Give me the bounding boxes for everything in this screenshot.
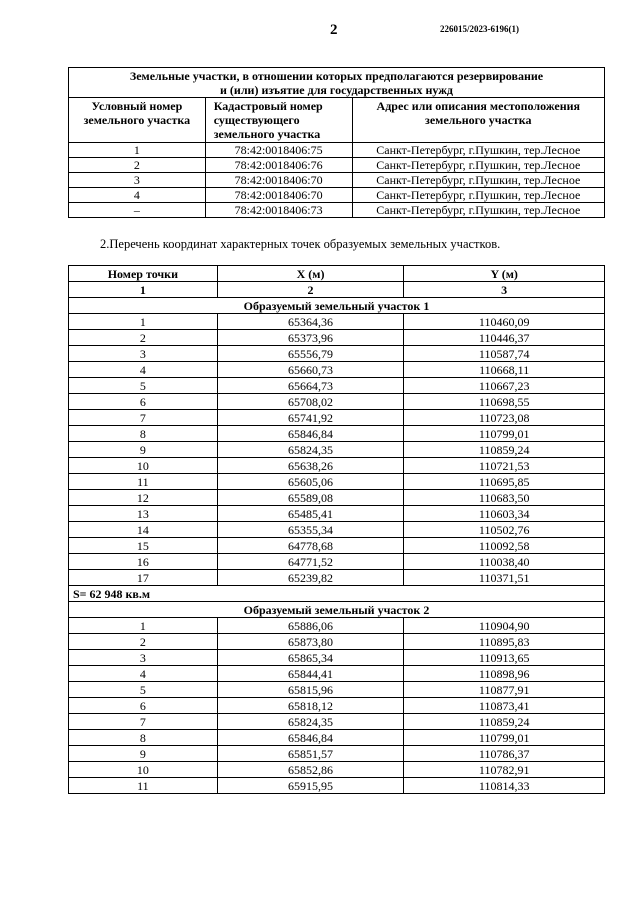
plot1-row: [69, 314, 605, 330]
reserved-plots-table: [68, 67, 605, 218]
table1-row-cell: 78:42:0018406:75: [205, 143, 352, 158]
plot2-row-cell: 11: [69, 778, 218, 794]
document-id: 226015/2023-6196(1): [440, 24, 519, 34]
plot2-row-cell: 5: [69, 682, 218, 698]
plot2-row: [69, 714, 605, 730]
plot2-title: Образуемый земельный участок 2: [69, 602, 605, 618]
table2-col-number: 3: [404, 282, 605, 298]
coordinates-table: [68, 265, 605, 794]
table1-row: [69, 173, 605, 188]
plot1-row-cell: 10: [69, 458, 218, 474]
plot1-row: [69, 554, 605, 570]
plot1-row: [69, 570, 605, 586]
plot1-row: [69, 458, 605, 474]
plot2-row-cell: 110859,24: [404, 714, 605, 730]
plot2-row-cell: 110898,96: [404, 666, 605, 682]
table1-row-cell: 2: [69, 158, 206, 173]
plot1-row: [69, 426, 605, 442]
plot1-row: [69, 362, 605, 378]
plot1-row: [69, 346, 605, 362]
plot2-row: [69, 762, 605, 778]
table2-header-row: [69, 266, 605, 282]
table1-row-cell: Санкт-Петербург, г.Пушкин, тер.Лесное: [352, 203, 604, 218]
plot2-row: [69, 682, 605, 698]
plot1-row-cell: 110587,74: [404, 346, 605, 362]
plot1-row-cell: 110721,53: [404, 458, 605, 474]
coordinates-intro: 2.Перечень координат характерных точек образуемых земельных участков.: [100, 237, 501, 251]
table1-row-cell: Санкт-Петербург, г.Пушкин, тер.Лесное: [352, 143, 604, 158]
plot2-row-cell: 110814,33: [404, 778, 605, 794]
table2-col-point: Номер точки: [69, 266, 218, 282]
plot1-row-cell: 65741,92: [217, 410, 404, 426]
plot1-row-cell: 65664,73: [217, 378, 404, 394]
plot1-row-cell: 65485,41: [217, 506, 404, 522]
plot2-row: [69, 730, 605, 746]
table1-title-line1: Земельные участки, в отношении которых предполагаются резервирование: [129, 69, 544, 83]
plot2-row-cell: 110895,83: [404, 634, 605, 650]
plot1-row-cell: 16: [69, 554, 218, 570]
table1-row-cell: 78:42:0018406:76: [205, 158, 352, 173]
plot1-row: [69, 378, 605, 394]
plot1-row-cell: 13: [69, 506, 218, 522]
plot2-row-cell: 65824,35: [217, 714, 404, 730]
plot2-row-cell: 110786,37: [404, 746, 605, 762]
plot1-area: S= 62 948 кв.м: [69, 586, 605, 602]
plot2-row-cell: 110873,41: [404, 698, 605, 714]
plot2-row-cell: 2: [69, 634, 218, 650]
plot1-row-cell: 65824,35: [217, 442, 404, 458]
plot1-row-cell: 14: [69, 522, 218, 538]
plot1-row: [69, 442, 605, 458]
plot1-row-cell: 65589,08: [217, 490, 404, 506]
plot1-row: [69, 538, 605, 554]
plot1-row-cell: 110667,23: [404, 378, 605, 394]
table1-row-cell: 78:42:0018406:70: [205, 188, 352, 203]
plot1-row-cell: 15: [69, 538, 218, 554]
plot1-area-row: [69, 586, 605, 602]
plot2-row: [69, 698, 605, 714]
table1-row-cell: 78:42:0018406:73: [205, 203, 352, 218]
plot2-title-row: [69, 602, 605, 618]
plot1-row-cell: 65239,82: [217, 570, 404, 586]
plot1-row: [69, 506, 605, 522]
plot1-row-cell: 110446,37: [404, 330, 605, 346]
plot1-row-cell: 110683,50: [404, 490, 605, 506]
plot1-row-cell: 110371,51: [404, 570, 605, 586]
plot1-row-cell: 7: [69, 410, 218, 426]
plot2-row-cell: 4: [69, 666, 218, 682]
plot2-row: [69, 618, 605, 634]
table1-row-cell: 1: [69, 143, 206, 158]
plot1-row-cell: 2: [69, 330, 218, 346]
plot2-row-cell: 110913,65: [404, 650, 605, 666]
plot1-row: [69, 474, 605, 490]
plot2-row-cell: 65865,34: [217, 650, 404, 666]
plot1-row-cell: 110668,11: [404, 362, 605, 378]
table1-title: [69, 68, 605, 98]
plot2-row-cell: 10: [69, 762, 218, 778]
plot1-row-cell: 65355,34: [217, 522, 404, 538]
plot1-row-cell: 64778,68: [217, 538, 404, 554]
plot2-row-cell: 65844,41: [217, 666, 404, 682]
plot1-row-cell: 4: [69, 362, 218, 378]
plot1-title-row: [69, 298, 605, 314]
plot1-row-cell: 110502,76: [404, 522, 605, 538]
plot1-row-cell: 110460,09: [404, 314, 605, 330]
table1-col-cadastral: Кадастровый номер существующего земельного участка: [205, 98, 352, 143]
table1-row: [69, 203, 605, 218]
table1-col-plot-number: Условный номер земельного участка: [69, 98, 206, 143]
plot2-row-cell: 65886,06: [217, 618, 404, 634]
plot2-row-cell: 9: [69, 746, 218, 762]
plot1-body: [69, 314, 605, 586]
plot1-row-cell: 5: [69, 378, 218, 394]
plot1-row-cell: 9: [69, 442, 218, 458]
table1-row: [69, 143, 605, 158]
plot2-row-cell: 8: [69, 730, 218, 746]
plot2-row-cell: 110877,91: [404, 682, 605, 698]
plot2-row-cell: 65873,80: [217, 634, 404, 650]
table1-row-cell: Санкт-Петербург, г.Пушкин, тер.Лесное: [352, 158, 604, 173]
plot1-row-cell: 110698,55: [404, 394, 605, 410]
plot1-row: [69, 522, 605, 538]
plot2-row: [69, 666, 605, 682]
plot1-row-cell: 65638,26: [217, 458, 404, 474]
plot1-row-cell: 6: [69, 394, 218, 410]
plot1-row: [69, 394, 605, 410]
plot1-row-cell: 110038,40: [404, 554, 605, 570]
plot1-row: [69, 410, 605, 426]
plot2-row-cell: 3: [69, 650, 218, 666]
table2-column-numbers-row: [69, 282, 605, 298]
plot1-row-cell: 12: [69, 490, 218, 506]
plot1-row-cell: 8: [69, 426, 218, 442]
table2-col-number: 2: [217, 282, 404, 298]
table1-col-address: Адрес или описания местоположения земельного участка: [352, 98, 604, 143]
plot2-row-cell: 6: [69, 698, 218, 714]
table1-title-line2: и (или) изъятие для государственных нужд: [220, 83, 453, 97]
plot2-row-cell: 110799,01: [404, 730, 605, 746]
plot1-row-cell: 3: [69, 346, 218, 362]
table1-row-cell: Санкт-Петербург, г.Пушкин, тер.Лесное: [352, 188, 604, 203]
table1-row-cell: 78:42:0018406:70: [205, 173, 352, 188]
table1-row: [69, 158, 605, 173]
plot1-row-cell: 110092,58: [404, 538, 605, 554]
plot1-title: Образуемый земельный участок 1: [69, 298, 605, 314]
plot2-row-cell: 1: [69, 618, 218, 634]
plot1-row-cell: 65660,73: [217, 362, 404, 378]
table2-col-x: X (м): [217, 266, 404, 282]
plot2-row-cell: 65852,86: [217, 762, 404, 778]
plot1-row-cell: 65846,84: [217, 426, 404, 442]
plot1-row: [69, 330, 605, 346]
table1-body: [69, 143, 605, 218]
plot1-row-cell: 64771,52: [217, 554, 404, 570]
plot2-row-cell: 65818,12: [217, 698, 404, 714]
plot1-row-cell: 65605,06: [217, 474, 404, 490]
table2-col-number: 1: [69, 282, 218, 298]
plot2-row: [69, 778, 605, 794]
page-number: 2: [330, 22, 338, 38]
table1-row-cell: –: [69, 203, 206, 218]
plot1-row-cell: 110695,85: [404, 474, 605, 490]
plot1-row: [69, 490, 605, 506]
plot2-row: [69, 746, 605, 762]
plot1-row-cell: 11: [69, 474, 218, 490]
plot2-body: [69, 618, 605, 794]
table1-header-row: [69, 98, 605, 143]
table1-row-cell: 4: [69, 188, 206, 203]
plot1-row-cell: 110723,08: [404, 410, 605, 426]
plot1-row-cell: 65556,79: [217, 346, 404, 362]
table1-row-cell: Санкт-Петербург, г.Пушкин, тер.Лесное: [352, 173, 604, 188]
plot1-row-cell: 65373,96: [217, 330, 404, 346]
plot2-row-cell: 110904,90: [404, 618, 605, 634]
table1-row: [69, 188, 605, 203]
plot2-row: [69, 634, 605, 650]
plot1-row-cell: 1: [69, 314, 218, 330]
plot1-row-cell: 65708,02: [217, 394, 404, 410]
plot1-row-cell: 110799,01: [404, 426, 605, 442]
plot2-row: [69, 650, 605, 666]
plot2-row-cell: 65851,57: [217, 746, 404, 762]
table1-title-row: [69, 68, 605, 98]
plot2-row-cell: 65846,84: [217, 730, 404, 746]
plot2-row-cell: 65815,96: [217, 682, 404, 698]
plot2-row-cell: 65915,95: [217, 778, 404, 794]
table1-row-cell: 3: [69, 173, 206, 188]
plot1-row-cell: 110603,34: [404, 506, 605, 522]
plot1-row-cell: 17: [69, 570, 218, 586]
plot2-row-cell: 110782,91: [404, 762, 605, 778]
plot1-row-cell: 65364,36: [217, 314, 404, 330]
plot1-row-cell: 110859,24: [404, 442, 605, 458]
table2-col-y: Y (м): [404, 266, 605, 282]
plot2-row-cell: 7: [69, 714, 218, 730]
